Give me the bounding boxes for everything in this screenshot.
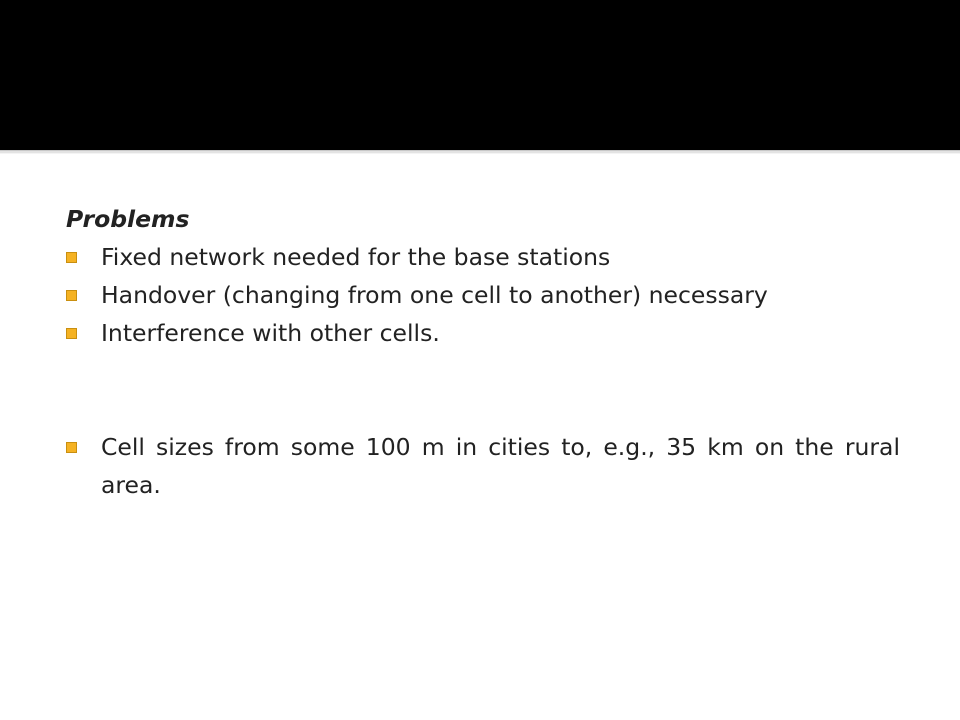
title-band <box>0 0 960 150</box>
spacer <box>66 352 900 428</box>
bullet-item <box>66 238 900 276</box>
title-divider <box>0 150 960 154</box>
slide-body <box>66 200 900 504</box>
bullet-item <box>66 276 900 314</box>
bullet-text: Fixed network needed for the base stations <box>101 243 611 271</box>
square-bullet-icon <box>66 290 77 301</box>
bullet-item <box>66 314 900 352</box>
square-bullet-icon <box>66 442 77 453</box>
bullet-text: Cell sizes from some 100 m in cities to, e.g., 35 km on the rural area. <box>101 433 900 499</box>
square-bullet-icon <box>66 252 77 263</box>
bullet-text: Interference with other cells. <box>101 319 440 347</box>
bullet-text: Handover (changing from one cell to another) necessary <box>101 281 768 309</box>
bullet-item-cell-sizes <box>66 428 900 504</box>
section-heading: Problems <box>66 205 190 233</box>
square-bullet-icon <box>66 328 77 339</box>
